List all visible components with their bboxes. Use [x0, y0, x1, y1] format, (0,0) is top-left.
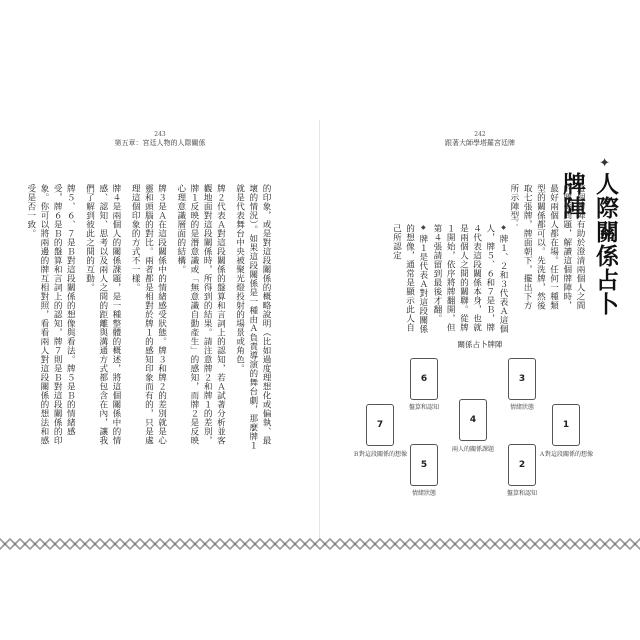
list-item: ◆ 牌１是代表Ａ對這段關係的想像，通常是顯示此人自己所認定 — [389, 224, 430, 336]
right-running-head — [320, 130, 640, 148]
left-running-head — [0, 130, 320, 148]
card-5-label: 情緒狀態 — [411, 490, 436, 497]
sparkle-icon: ✦ — [599, 156, 610, 171]
left-running-title: 第五章：宮廷人物的人際關係 — [114, 139, 206, 147]
left-paragraph: 的印象，或是對這段關係的概略說明（比如過度理想化或偏執、最壞的情況）。如果這段關係是一種由Ａ負責導演的舞台劇，那麼牌１就是代表舞台中央被聚光燈投射的場景或角色。 — [234, 184, 271, 450]
left-paragraph: 牌２代表Ａ對這段關係的盤算和言詞上的認知，若Ａ試著分析並客觀地面對這段關係時，所得到的結果。請注意牌２和牌１的差別，牌１反映的是潛意識或「無意識自動產生」的感知，而牌２是反映心理意識層面的結構。 — [175, 184, 226, 445]
tarot-card-2: 2 — [508, 444, 536, 486]
left-paragraph: 牌４是兩個人的關係課題，是一種整體的概述，將這個關係中的情感、認知、思考以及兩人之間的距離與溝通方式都包含在內，讓我們了解到彼此之間的互動。 — [84, 184, 121, 445]
card-3-label: 情緒狀態 — [509, 404, 534, 411]
card-1-label: Ａ對這段關係的想像 — [538, 451, 593, 458]
right-running-title: 跟著大師學塔羅宮廷牌 — [445, 139, 515, 147]
card-2-label: 盤算和認知 — [506, 490, 537, 497]
left-paragraph: 牌３是Ａ在這段關係中的情緒感受狀態。牌３和牌２的差別就是心靈和頭腦的對比。兩者都是相對於牌１的感知印象而有的，只是處理這個印象的方式不一樣。 — [130, 184, 167, 445]
left-body-text — [25, 184, 272, 452]
left-paragraph: 牌５、６、７是Ｂ對這段關係的想像與看法。牌５是Ｂ的情緒感受，牌６是Ｂ的盤算和言詞上的認知，牌７則是Ｂ對這段關係的印象。你可以將兩邊的牌互相對照，看看兩人對這段關係的想法和感受是否一致。 — [25, 184, 76, 445]
card-6-label: 盤算和認知 — [408, 404, 439, 411]
tarot-card-5: 5 — [410, 444, 438, 486]
tarot-card-7: 7 — [366, 404, 394, 446]
tarot-card-1: 1 — [552, 404, 580, 446]
chapter-title: 人際關係占卜牌陣 — [559, 172, 618, 316]
right-page-number: 242 — [474, 131, 486, 138]
intro-text: 這個牌陣有助於澄清兩個人之間的關係問題，解讀這個牌陣時，最好兩個人都在場。任何一種類型的關係都可以。先洗牌，然後取七張牌，牌面朝下，擺出下方所示陣型： — [508, 184, 585, 310]
tarot-card-4: 4 — [459, 399, 487, 441]
card-4-label: 兩人的關係課題 — [451, 446, 494, 453]
left-page-number: 243 — [154, 131, 166, 138]
tarot-card-3: 3 — [508, 358, 536, 400]
tarot-card-6: 6 — [410, 358, 438, 400]
card-7-label: Ｂ對這段關係的想像 — [352, 451, 407, 458]
decorative-border — [0, 538, 640, 550]
list-item: ◆ 牌１、２和３代表Ａ這個人，牌５、６和７是Ｂ，牌４代表這段關係本身，也就是兩個人之間的關聯。從牌１開始，依序將牌翻開，但第４張請留到最後才翻。 — [430, 224, 510, 336]
spread-title: 關係占卜牌陣 — [457, 340, 503, 349]
bullet-list — [391, 224, 510, 336]
